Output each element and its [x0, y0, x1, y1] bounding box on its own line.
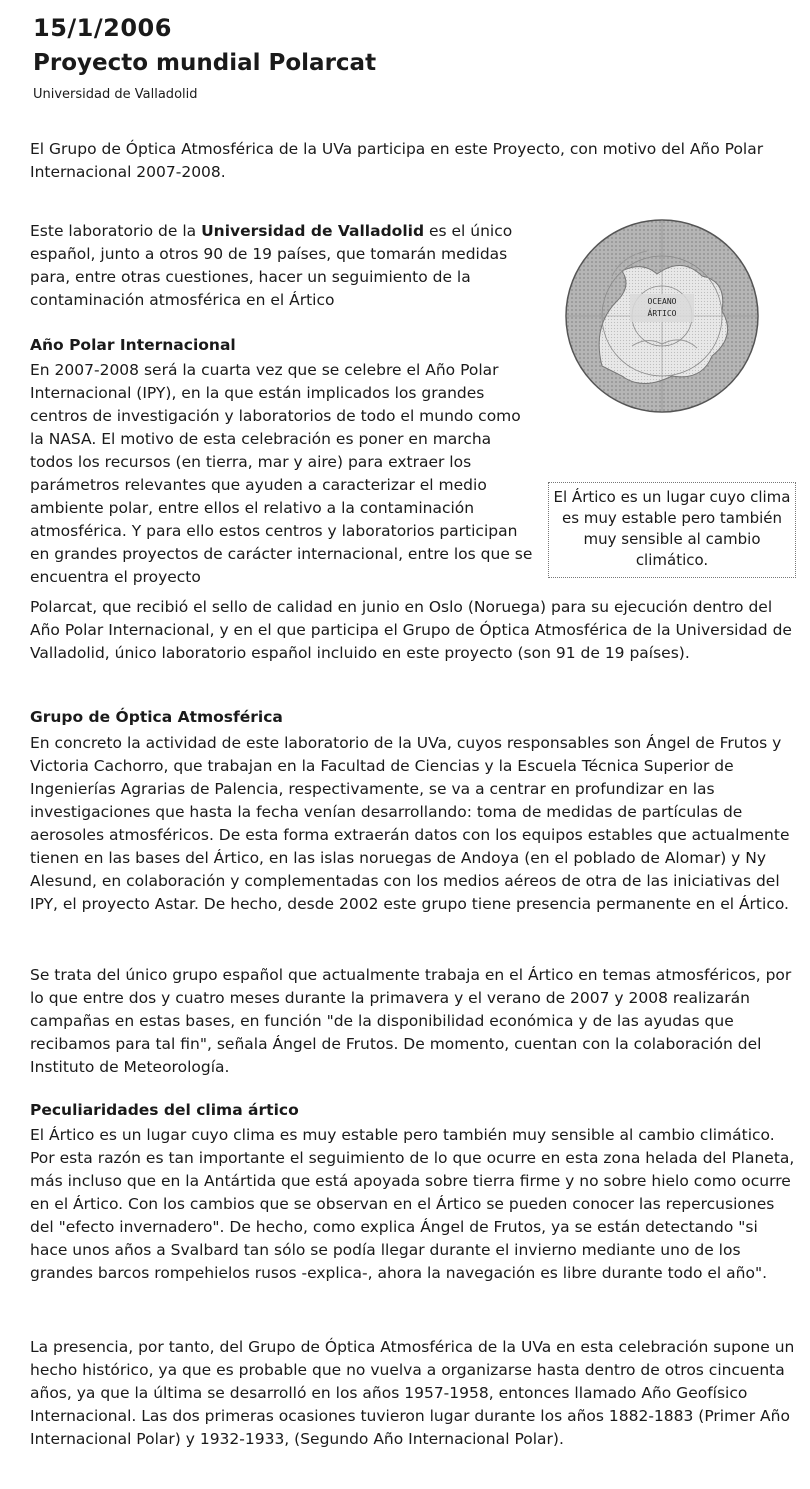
- article-title: Proyecto mundial Polarcat: [33, 50, 377, 76]
- arctic-globe-icon: [562, 216, 762, 416]
- lab-text-bold: Universidad de Valladolid: [201, 222, 425, 240]
- ipy-paragraph: En 2007-2008 será la cuarta vez que se celebre el Año Polar Internacional (IPY), en la que están implicados los grandes centros de investigación y laboratorios de todo el mundo como la NASA. El motivo de esta celebración es poner en marcha todos los recursos (en tierra, mar y aire) para extraer los parámetros relevantes que ayuden a caracterizar el medio ambiente polar, entre ellos el relativo a la contaminación atmosférica. Y para ello estos centros y laboratorios participan en grandes proyectos de carácter internacional, entre los que se encuentra el proyecto: [30, 361, 533, 586]
- ipy-paragraph-continued: Polarcat, que recibió el sello de calidad en junio en Oslo (Noruega) para su ejecución dentro del Año Polar Internacional, y en el que participa el Grupo de Óptica Atmosférica de la Universidad de Valladolid, único laboratorio español incluido en este proyecto (son 91 de 19 países).: [30, 598, 792, 662]
- lab-paragraph: [30, 220, 538, 312]
- article-source: Universidad de Valladolid: [33, 87, 198, 102]
- closing-paragraph: La presencia, por tanto, del Grupo de Óptica Atmosférica de la UVa en esta celebración supone un hecho histórico, ya que es probable que no vuelva a organizarse hasta dentro de otros cincuenta años, ya que la última se desarrolló en los años 1957-1958, entonces llamado Año Geofísico Internacional. Las dos primeras ocasiones tuvieron lugar durante los años 1882-1883 (Primer Año Internacional Polar) y 1932-1933, (Segundo Año Internacional Polar).: [30, 1338, 795, 1448]
- lab-text-pre: Este laboratorio de la: [30, 222, 202, 240]
- figure-caption: El Ártico es un lugar cuyo clima es muy estable pero también muy sensible al cambio climático.: [548, 482, 796, 578]
- map-label-arctic: ÁRTICO: [647, 309, 677, 318]
- article-date: 15/1/2006: [33, 14, 172, 42]
- lab-text-post: es el único español, junto a otros 90 de 19 países, que tomarán medidas para, entre otras cuestiones, hacer un seguimiento de la contaminación atmosférica en el Ártico: [30, 222, 513, 309]
- group-paragraph: En concreto la actividad de este laboratorio de la UVa, cuyos responsables son Ángel de Frutos y Victoria Cachorro, que trabajan en la Facultad de Ciencias y la Escuela Técnica Superior de Ingenierías Agrarias de Palencia, respectivamente, se va a centrar en profundizar en las investigaciones que hasta la fecha venían desarrollando: toma de medidas de partículas de aerosoles atmosféricos. De esta forma extraerán datos con los equipos estables que actualmente tienen en las bases del Ártico, en las islas noruegas de Andoya (en el poblado de Alomar) y Ny Alesund, en colaboración y complementadas con los medios aéreos de otra de las iniciativas del IPY, el proyecto Astar. De hecho, desde 2002 este grupo tiene presencia permanente en el Ártico.: [30, 734, 790, 913]
- climate-paragraph: El Ártico es un lugar cuyo clima es muy estable pero también muy sensible al cambio climático. Por esta razón es tan importante el seguimiento de lo que ocurre en esta zona helada del Planeta, más incluso que en la Antártida que está apoyada sobre tierra firme y no sobre hielo como ocurre en el Ártico. Con los cambios que se observan en el Ártico se pueden conocer las repercusiones del "efecto invernadero". De hecho, como explica Ángel de Frutos, ya se están detectando "si hace unos años a Svalbard tan sólo se podía llegar durante el invierno mediante uno de los grandes barcos rompehielos rusos -explica-, ahora la navegación es libre durante todo el año".: [30, 1126, 795, 1282]
- arctic-map-image: [562, 216, 762, 416]
- section-heading-climate: Peculiaridades del clima ártico: [30, 1101, 299, 1119]
- intro-paragraph: El Grupo de Óptica Atmosférica de la UVa participa en este Proyecto, con motivo del Año Polar Internacional 2007-2008.: [30, 140, 764, 181]
- map-label-ocean: OCEANO: [647, 297, 677, 306]
- group-paragraph-2: Se trata del único grupo español que actualmente trabaja en el Ártico en temas atmosféricos, por lo que entre dos y cuatro meses durante la primavera y el verano de 2007 y 2008 realizarán campañas en estas bases, en función "de la disponibilidad económica y de las ayudas que recibamos para tal fin", señala Ángel de Frutos. De momento, cuentan con la colaboración del Instituto de Meteorología.: [30, 966, 792, 1076]
- section-heading-group: Grupo de Óptica Atmosférica: [30, 708, 283, 726]
- section-heading-ipy: Año Polar Internacional: [30, 336, 236, 354]
